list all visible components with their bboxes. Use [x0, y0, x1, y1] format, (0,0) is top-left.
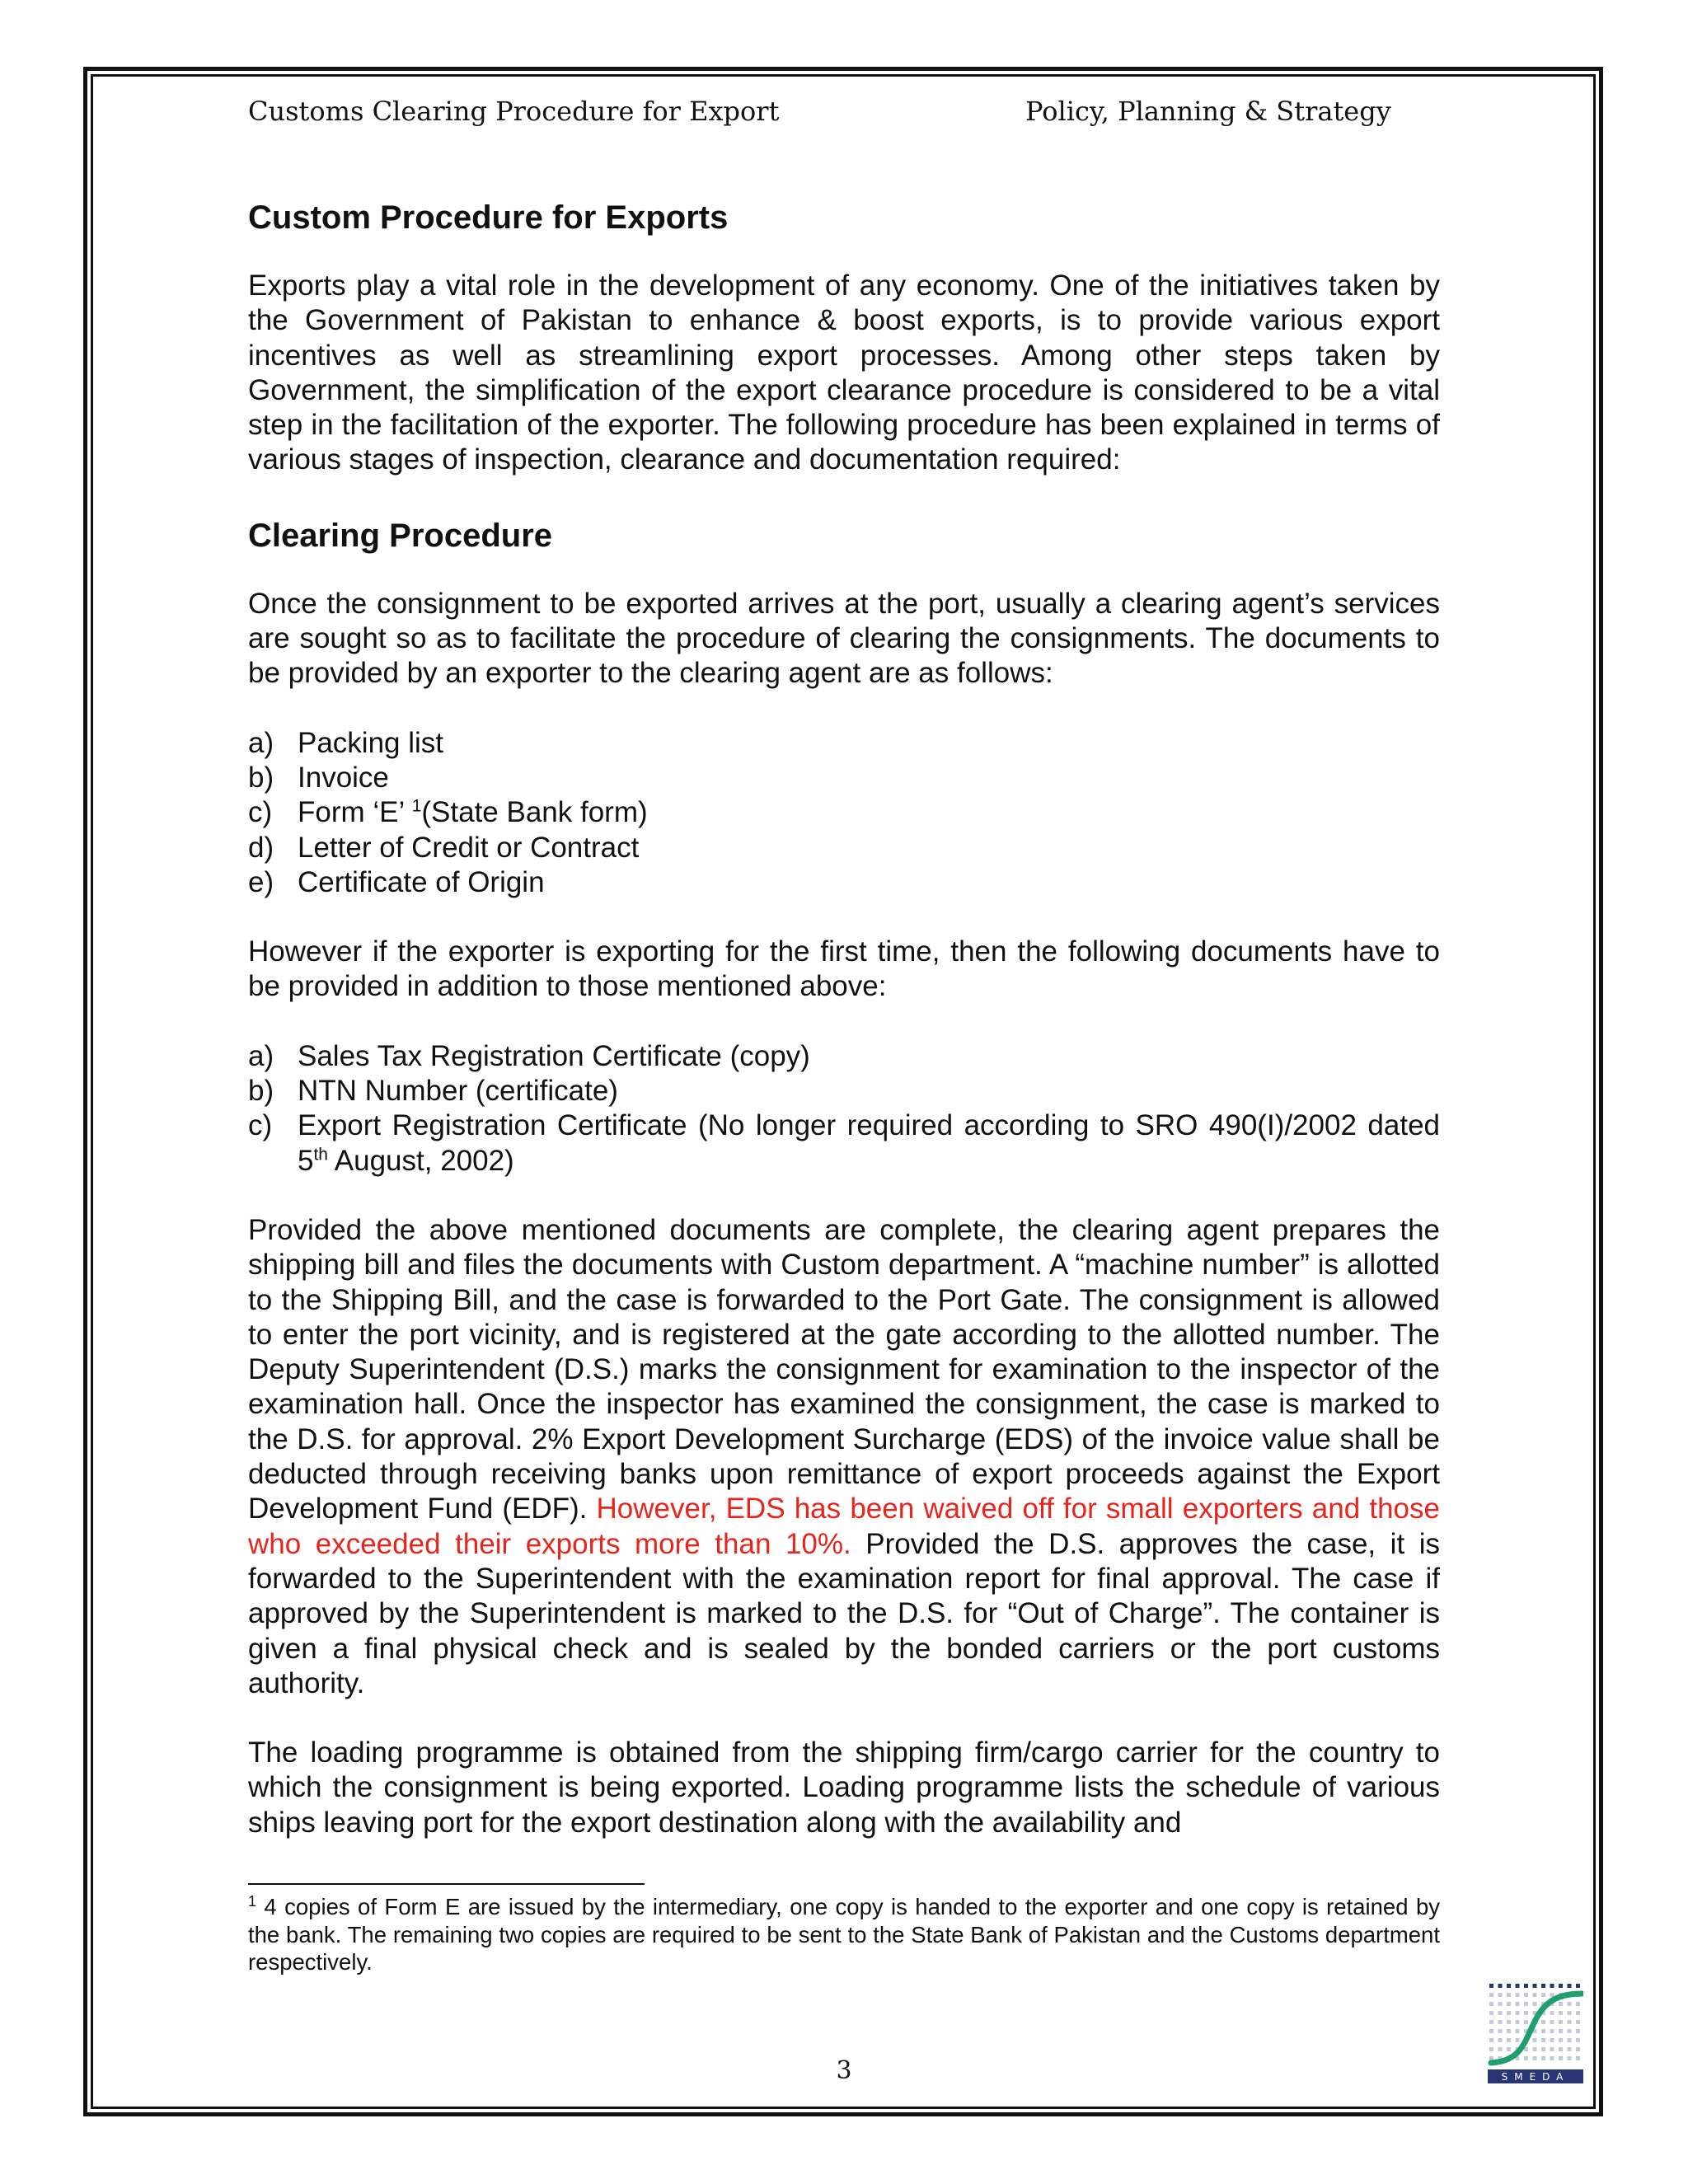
- clearing-process-paragraph: Provided the above mentioned documents are complete, the clearing agent prepares the shipping bill and files the documents with Custom department. A “machine number” is allotted to the Shipping Bill, and the case is forwarded to the Port Gate. The consignment is allowed to enter the port vicinity, and is registered at the gate according to the allotted number. The Deputy Superintendent (D.S.) marks the consignment for examination to the inspector of the examination hall. Once the inspector has examined the consignment, the case is marked to the D.S. for approval. 2% Export Development Surcharge (EDS) of the invoice value shall be deducted through receiving banks upon remittance of export proceeds against the Export Development Fund (EDF). However, EDS has been waived off for small exporters and those who exceeded their exports more than 10%. Provided the D.S. approves the case, it is forwarded to the Superintendent with the examination report for final approval. The case if approved by the Superintendent is marked to the D.S. for “Out of Charge”. The container is given a final physical check and is sealed by the bonded carriers or the port customs authority.: [248, 1213, 1440, 1699]
- logo-dot: [1498, 2029, 1503, 2033]
- logo-dot: [1559, 2020, 1563, 2024]
- eds-waiver-highlight: However, EDS has been waived off for small exporters and those who exceeded their exports more than 10%.: [248, 1493, 1440, 1560]
- logo-dot: [1489, 2020, 1493, 2024]
- logo-dot: [1507, 2002, 1511, 2006]
- logo-dot: [1550, 2020, 1554, 2024]
- logo-dot: [1489, 2038, 1493, 2042]
- logo-dot: [1576, 1984, 1580, 1988]
- list-item: d) Letter of Credit or Contract: [248, 831, 640, 864]
- logo-dot: [1568, 2020, 1572, 2024]
- logo-dot: [1541, 2056, 1545, 2060]
- logo-wordmark: SMEDA: [1501, 2071, 1570, 2083]
- logo-dot: [1533, 1993, 1537, 1997]
- logo-dot: [1524, 2002, 1528, 2006]
- logo-dot: [1489, 2029, 1493, 2033]
- logo-dot: [1533, 2038, 1537, 2042]
- logo-dot: [1541, 1984, 1545, 1988]
- logo-dot: [1507, 2011, 1511, 2015]
- logo-dot: [1498, 1993, 1503, 1997]
- logo-dot: [1516, 2038, 1520, 2042]
- logo-dot: [1524, 1993, 1528, 1997]
- clearing-intro-paragraph: Once the consignment to be exported arrives at the port, usually a clearing agent’s services are sought so as to facilitate the procedure of clearing the consignments. The documents to be provided by an exporter to the clearing agent are as follows:: [248, 587, 1440, 690]
- footnote: $^1$ 4 copies of Form E are issued by the intermediary, one copy is handed to the exporter and one copy is retained by the bank. The remaining two copies are required to be sent to the State Bank of Pakistan and the Customs department respectively.: [248, 1892, 1440, 1975]
- logo-dot: [1541, 2047, 1545, 2051]
- page-number: 3: [836, 2056, 852, 2085]
- logo-dot: [1516, 2029, 1520, 2033]
- logo-dot: [1516, 1984, 1520, 1988]
- logo-dot: [1533, 2002, 1537, 2006]
- logo-dot: [1568, 2038, 1572, 2042]
- footnote-number: 1: [248, 1892, 257, 1910]
- logo-dot: [1498, 2047, 1503, 2051]
- logo-dot: [1550, 2056, 1554, 2060]
- logo-dot: [1576, 2047, 1580, 2051]
- logo-dot: [1576, 2020, 1580, 2024]
- logo-dot: [1550, 2011, 1554, 2015]
- logo-dot: [1568, 2056, 1572, 2060]
- logo-dot: [1498, 2038, 1503, 2042]
- list-item: a) Sales Tax Registration Certificate (copy): [248, 1039, 810, 1072]
- document-body: [248, 196, 1440, 1840]
- logo-dot: [1489, 2047, 1493, 2051]
- list-item: b) Invoice: [248, 761, 389, 794]
- logo-dot: [1516, 2020, 1520, 2024]
- logo-dot: [1516, 2011, 1520, 2015]
- logo-dot: [1489, 1993, 1493, 1997]
- logo-dot: [1576, 2011, 1580, 2015]
- logo-dot: [1507, 2020, 1511, 2024]
- logo-dot: [1489, 2011, 1493, 2015]
- logo-dot: [1507, 1993, 1511, 1997]
- logo-dot: [1541, 1993, 1545, 1997]
- logo-dot: [1498, 2002, 1503, 2006]
- logo-dot: [1550, 2038, 1554, 2042]
- logo-dot: [1524, 1984, 1528, 1988]
- logo-dot: [1541, 2029, 1545, 2033]
- logo-dot: [1541, 2020, 1545, 2024]
- logo-dot: [1489, 2056, 1493, 2060]
- logo-dot: [1507, 2029, 1511, 2033]
- logo-dot: [1568, 2002, 1572, 2006]
- logo-dot: [1533, 2047, 1537, 2051]
- logo-dot: [1507, 2047, 1511, 2051]
- logo-dot: [1498, 2011, 1503, 2015]
- smeda-logo: [1488, 1982, 1583, 2085]
- logo-dot: [1516, 1993, 1520, 1997]
- logo-dot: [1524, 2056, 1528, 2060]
- logo-dot: [1516, 2002, 1520, 2006]
- logo-dot: [1533, 2056, 1537, 2060]
- logo-dot: [1568, 2011, 1572, 2015]
- logo-dot: [1489, 2002, 1493, 2006]
- logo-dot: [1559, 2011, 1563, 2015]
- logo-dot: [1550, 2047, 1554, 2051]
- intro-paragraph: Exports play a vital role in the development of any economy. One of the initiatives taken by the Government of Pakistan to enhance & boost exports, is to provide various export incentives as well as streamlining export processes. Among other steps taken by Government, the simplification of the export clearance procedure is considered to be a vital step in the facilitation of the exporter. The following procedure has been explained in terms of various stages of inspection, clearance and documentation required:: [248, 269, 1440, 476]
- logo-dot: [1507, 2038, 1511, 2042]
- logo-dot: [1550, 2029, 1554, 2033]
- list-item: c) Form ‘E’ $^1$(State Bank form): [248, 796, 648, 829]
- logo-dot: [1559, 2056, 1563, 2060]
- logo-dot: [1489, 1984, 1493, 1988]
- logo-dot: [1524, 2011, 1528, 2015]
- first-time-documents-list: [248, 1039, 1440, 1179]
- running-header: [248, 96, 1394, 137]
- section-heading-clearing-procedure: Clearing Procedure: [248, 517, 553, 554]
- logo-dot: [1559, 1984, 1563, 1988]
- logo-dot: [1533, 1984, 1537, 1988]
- footnote-ref: 1: [411, 796, 422, 816]
- header-title-left: Customs Clearing Procedure for Export: [248, 96, 780, 127]
- logo-dot: [1568, 2029, 1572, 2033]
- footnote-separator: [248, 1883, 645, 1885]
- logo-dot: [1559, 2038, 1563, 2042]
- logo-dot: [1550, 1984, 1554, 1988]
- list-item: b) NTN Number (certificate): [248, 1075, 618, 1108]
- logo-dot: [1576, 2029, 1580, 2033]
- loading-programme-paragraph: The loading programme is obtained from the shipping firm/cargo carrier for the country to which the consignment is being exported. Loading programme lists the schedule of various ships leaving port for the export destination along with the availability and: [248, 1736, 1440, 1839]
- logo-dot: [1507, 1984, 1511, 1988]
- logo-dot: [1559, 2047, 1563, 2051]
- logo-dot: [1576, 2038, 1580, 2042]
- list-item: c) Export Registration Certificate (No longer required according to SRO 490(I)/2002 dated 5th August, 2002): [248, 1109, 1440, 1177]
- logo-dot: [1559, 2002, 1563, 2006]
- section-heading-custom-procedure: Custom Procedure for Exports: [248, 199, 729, 236]
- list-item: e) Certificate of Origin: [248, 865, 545, 898]
- first-time-exporter-paragraph: However if the exporter is exporting for the first time, then the following documents have to be provided in addition to those mentioned above:: [248, 935, 1440, 1003]
- list-item: a) Packing list: [248, 726, 444, 759]
- logo-dot: [1576, 2002, 1580, 2006]
- logo-dot: [1498, 2020, 1503, 2024]
- header-title-right: Policy, Planning & Strategy: [1025, 96, 1391, 127]
- logo-dot: [1568, 1984, 1572, 1988]
- logo-dot: [1524, 2020, 1528, 2024]
- logo-dot: [1576, 2056, 1580, 2060]
- logo-dot: [1541, 2038, 1545, 2042]
- logo-dot: [1550, 1993, 1554, 1997]
- logo-dot: [1498, 1984, 1503, 1988]
- required-documents-list: [248, 726, 1440, 900]
- logo-dot: [1568, 2047, 1572, 2051]
- logo-dot: [1559, 2029, 1563, 2033]
